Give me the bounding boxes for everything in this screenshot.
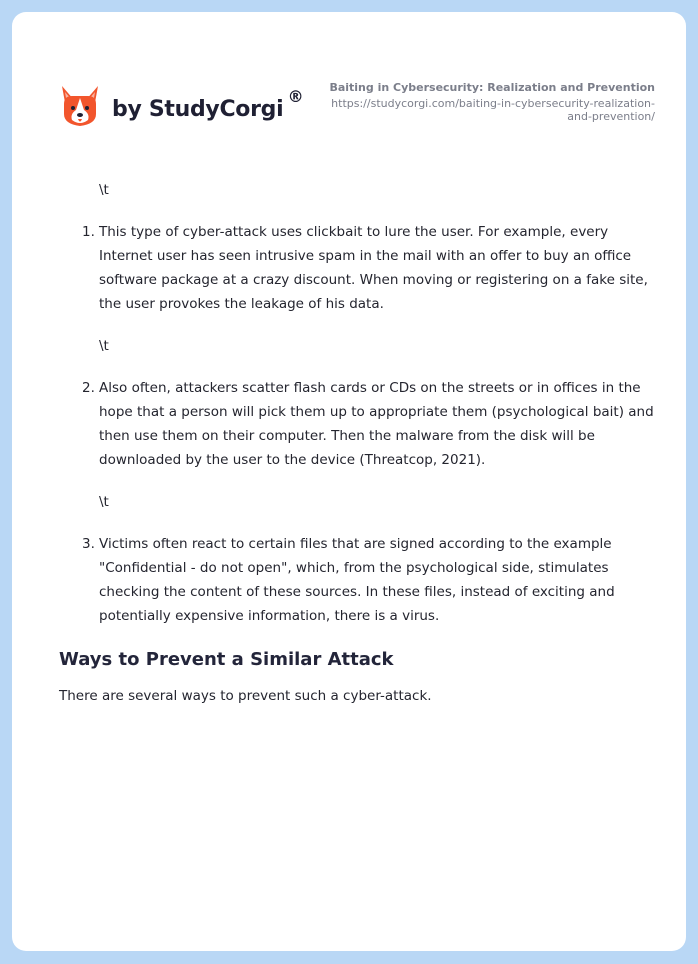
brand-name: [112, 86, 304, 122]
document-body: [59, 178, 659, 708]
list-item-text: Victims often react to certain files that are signed according to the example "Confidential - do not open", which, from the psychological side, stimulates checking the content of these sources. In these files, instead of exciting and potentially expensive information, there is a virus.: [99, 536, 615, 624]
list-item: [82, 220, 659, 316]
document-url-line-1[interactable]: https://studycorgi.com/baiting-in-cybersecurity-realization-: [331, 97, 655, 110]
document-url[interactable]: [295, 97, 655, 123]
list-item-number: 3.: [82, 536, 95, 552]
registered-mark: ®: [287, 86, 304, 106]
tab-marker: \t: [99, 338, 109, 354]
brand-text: by StudyCorgi: [112, 96, 284, 122]
corgi-logo-icon: [60, 84, 100, 128]
list-item: [82, 376, 659, 472]
list-item-number: 2.: [82, 380, 95, 396]
numbered-list: [59, 532, 659, 628]
paragraph: There are several ways to prevent such a cyber-attack.: [59, 688, 432, 704]
document-page: [12, 12, 686, 951]
numbered-list: [59, 376, 659, 472]
list-item-text: This type of cyber-attack uses clickbait to lure the user. For example, every Internet user has seen intrusive spam in the mail with an offer to buy an office software package at a crazy discount. When moving or registering on a fake site, the user provokes the leakage of his data.: [99, 224, 648, 312]
tab-marker: \t: [99, 494, 109, 510]
document-title: Baiting in Cybersecurity: Realization and Prevention: [329, 81, 655, 94]
document-reference: [295, 80, 655, 123]
numbered-list: [59, 220, 659, 316]
list-item-text: Also often, attackers scatter flash cards or CDs on the streets or in offices in the hope that a person will pick them up to appropriate them (psychological bait) and then use them on their computer. Then the malware from the disk will be downloaded by the user to the device (Threatcop, 2021).: [99, 380, 654, 468]
document-url-line-2[interactable]: and-prevention/: [567, 110, 655, 123]
list-item: [82, 532, 659, 628]
list-item-number: 1.: [82, 224, 95, 240]
studycorgi-logo[interactable]: [60, 76, 304, 136]
section-heading: Ways to Prevent a Similar Attack: [59, 649, 394, 670]
tab-marker: \t: [99, 182, 109, 198]
